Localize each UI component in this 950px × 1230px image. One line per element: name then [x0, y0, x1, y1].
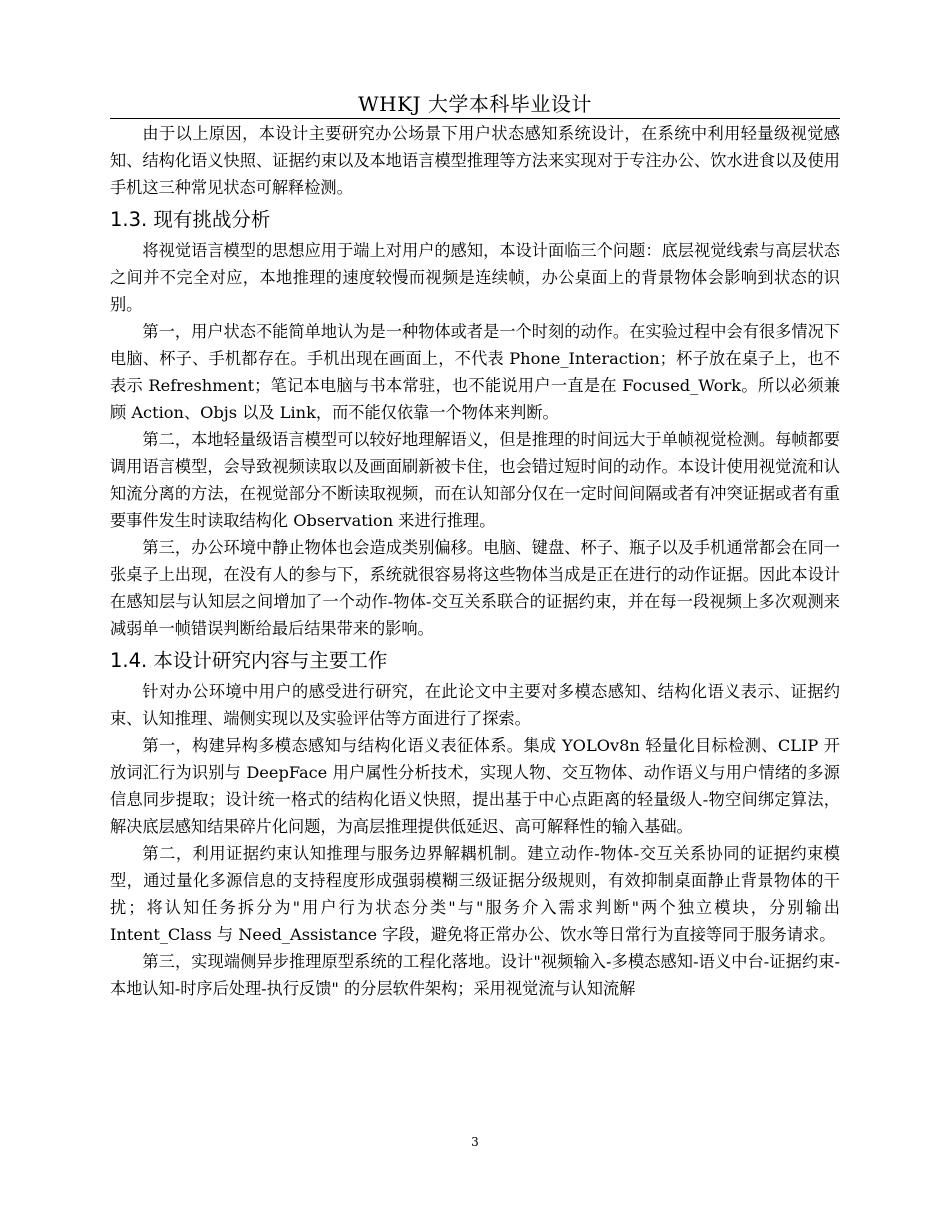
page-number: 3: [471, 1135, 479, 1149]
header-divider: [110, 118, 840, 119]
paragraph-work-third: 第三，实现端侧异步推理原型系统的工程化落地。设计"视频输入-多模态感知-语义中台-证据约束-本地认知-时序后处理-执行反馈" 的分层软件架构；采用视觉流与认知流解: [110, 952, 840, 998]
section-heading-1-4: 1.4. 本设计研究内容与主要工作: [110, 649, 388, 672]
paragraph-work-second: 第二，利用证据约束认知推理与服务边界解耦机制。建立动作-物体-交互关系协同的证据约束模型，通过量化多源信息的支持程度形成强弱模糊三级证据分级规则，有效抑制桌面静止背景物体的干扰；将认知任务拆分为"用户行为状态分类"与"服务介入需求判断"两个独立模块，分别输出 Intent_Class 与 Need_Assistance 字段，避免将正常办公、饮水等日常行为直接等同于服务请求。: [110, 844, 840, 944]
paragraph-intro-summary: 由于以上原因，本设计主要研究办公场景下用户状态感知系统设计，在系统中利用轻量级视觉感知、结构化语义快照、证据约束以及本地语言模型推理等方法来实现对于专注办公、饮水进食以及使用手机这三种常见状态可解释检测。: [110, 124, 840, 197]
paragraph-challenge-second: 第二，本地轻量级语言模型可以较好地理解语义，但是推理的时间远大于单帧视觉检测。每帧都要调用语言模型，会导致视频读取以及画面刷新被卡住，也会错过短时间的动作。本设计使用视觉流和认知流分离的方法，在视觉部分不断读取视频，而在认知部分仅在一定时间间隔或者有冲突证据或者有重要事件发生时读取结构化 Observation 来进行推理。: [110, 430, 840, 530]
paragraph-challenge-first: 第一，用户状态不能简单地认为是一种物体或者是一个时刻的动作。在实验过程中会有很多情况下电脑、杯子、手机都存在。手机出现在画面上，不代表 Phone_Interaction；杯子放在桌子上，也不表示 Refreshment；笔记本电脑与书本常驻，也不能说用户一直是在 Focused_Work。所以必须兼顾 Action、Objs 以及 Link，而不能仅依靠一个物体来判断。: [110, 322, 840, 422]
paragraph-challenge-third: 第三，办公环境中静止物体也会造成类别偏移。电脑、键盘、杯子、瓶子以及手机通常都会在同一张桌子上出现，在没有人的参与下，系统就很容易将这些物体当成是正在进行的动作证据。因此本设计在感知层与认知层之间增加了一个动作-物体-交互关系联合的证据约束，并在每一段视频上多次观测来减弱单一帧错误判断给最后结果带来的影响。: [110, 538, 840, 638]
page-header-title: WHKJ 大学本科毕业设计: [358, 92, 592, 116]
paragraph-challenges-overview: 将视觉语言模型的思想应用于端上对用户的感知，本设计面临三个问题：底层视觉线索与高层状态之间并不完全对应，本地推理的速度较慢而视频是连续帧，办公桌面上的背景物体会影响到状态的识别。: [110, 241, 840, 314]
paragraph-work-overview: 针对办公环境中用户的感受进行研究，在此论文中主要对多模态感知、结构化语义表示、证据约束、认知推理、端侧实现以及实验评估等方面进行了探索。: [110, 682, 840, 728]
section-heading-1-3: 1.3. 现有挑战分析: [110, 208, 271, 231]
page-body: [110, 120, 840, 1002]
paragraph-work-first: 第一，构建异构多模态感知与结构化语义表征体系。集成 YOLOv8n 轻量化目标检测、CLIP 开放词汇行为识别与 DeepFace 用户属性分析技术，实现人物、交互物体、动作语义与用户情绪的多源信息同步提取；设计统一格式的结构化语义快照，提出基于中心点距离的轻量级人-物空间绑定算法，解决底层感知结果碎片化问题，为高层推理提供低延迟、高可解释性的输入基础。: [110, 736, 840, 836]
